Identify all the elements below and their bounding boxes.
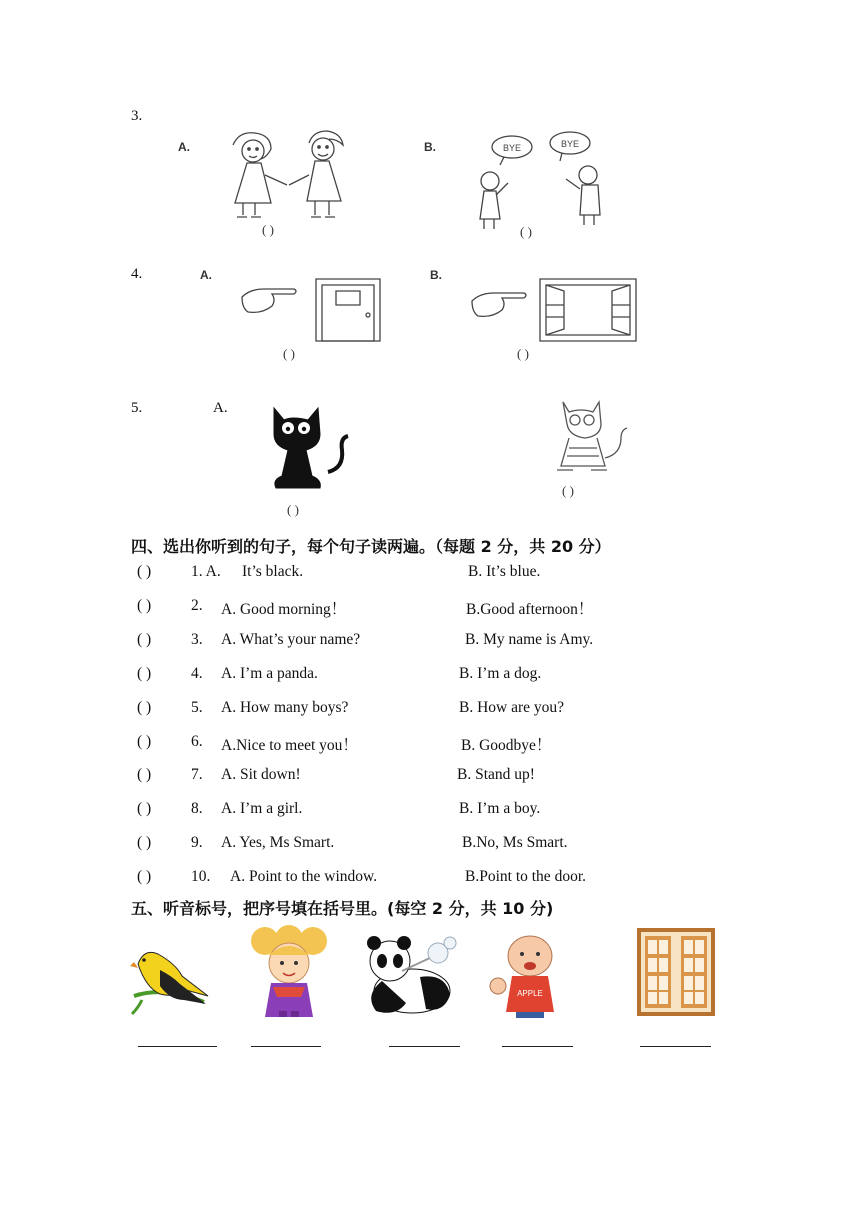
question-number: 10. [191, 868, 211, 885]
option-b-text: B. My name is Amy. [465, 631, 594, 648]
answer-paren[interactable]: ( ) [137, 665, 152, 682]
option-a-text: A. I’m a panda. [221, 665, 318, 682]
bird-icon [130, 940, 212, 1020]
answer-paren[interactable]: ( ) [137, 563, 152, 580]
point-to-window-icon [468, 275, 640, 345]
answer-paren[interactable]: ( ) [137, 834, 152, 851]
bye-text-1: BYE [502, 143, 522, 153]
black-cat-icon [266, 402, 350, 494]
option-b-text: B. Goodbye！ [461, 737, 552, 754]
option-a-text: A. Point to the window. [230, 868, 378, 885]
option-b-text: B.No, Ms Smart. [462, 834, 568, 851]
question-4-answer-b[interactable]: ( ) [517, 346, 529, 361]
option-a-text: A.Nice to meet you！ [221, 737, 358, 754]
answer-blank-2[interactable] [251, 1046, 321, 1047]
question-4-number: 4. [131, 266, 143, 282]
answer-paren[interactable]: ( ) [137, 699, 152, 716]
option-b-text: B.Good afternoon！ [466, 601, 594, 618]
option-a-text: A. I’m a girl. [221, 800, 303, 817]
question-number: 6. [191, 733, 203, 750]
question-3-option-b-label: B. [424, 140, 436, 154]
option-a-text: A. What’s your name? [221, 631, 361, 648]
section-4-heading: 四、选出你听到的句子，每个句子读两遍。（每题 2 分，共 20 分） [131, 537, 611, 556]
option-b-text: B. Stand up! [457, 766, 535, 783]
shirt-text: APPLE [517, 989, 543, 998]
question-4-option-a-label: A. [200, 268, 212, 282]
point-to-door-icon [240, 275, 390, 345]
answer-paren[interactable]: ( ) [137, 597, 152, 614]
question-5-option-a-label: A. [213, 400, 228, 416]
boy-icon [490, 932, 570, 1018]
answer-blank-4[interactable] [502, 1046, 573, 1047]
section-5-heading: 五、听音标号，把序号填在括号里。(每空 2 分，共 10 分) [131, 899, 554, 918]
answer-paren[interactable]: ( ) [137, 800, 152, 817]
handshake-girls-icon [215, 125, 365, 225]
option-b-text: B. I’m a boy. [459, 800, 541, 817]
option-b-text: B. How are you? [459, 699, 565, 716]
option-a-text: A. Sit down! [221, 766, 301, 783]
answer-blank-3[interactable] [389, 1046, 460, 1047]
bye-text-2: BYE [560, 139, 580, 149]
question-number: 7. [191, 766, 203, 783]
question-number: 1. A. [191, 563, 221, 580]
question-number: 4. [191, 665, 203, 682]
option-b-text: B. I’m a dog. [459, 665, 542, 682]
answer-paren[interactable]: ( ) [137, 766, 152, 783]
question-5-number: 5. [131, 400, 143, 416]
answer-blank-1[interactable] [138, 1046, 217, 1047]
panda-icon [362, 933, 460, 1017]
question-3-option-a-label: A. [178, 140, 190, 154]
option-b-text: B. It’s blue. [468, 563, 541, 580]
question-3-answer-a[interactable]: ( ) [262, 222, 274, 237]
option-a-text: A. How many boys? [221, 699, 349, 716]
option-a-text: A. Yes, Ms Smart. [221, 834, 335, 851]
answer-paren[interactable]: ( ) [137, 733, 152, 750]
kids-saying-bye-icon [470, 125, 620, 230]
answer-paren[interactable]: ( ) [137, 868, 152, 885]
option-b-text: B.Point to the door. [465, 868, 586, 885]
option-a-text: It’s black. [242, 563, 304, 580]
question-number: 2. [191, 597, 203, 614]
girl-icon [245, 925, 333, 1017]
answer-paren[interactable]: ( ) [137, 631, 152, 648]
question-number: 3. [191, 631, 203, 648]
question-5-answer-b[interactable]: ( ) [562, 483, 574, 498]
question-4-option-b-label: B. [430, 268, 442, 282]
window-icon [637, 928, 717, 1018]
question-4-answer-a[interactable]: ( ) [283, 346, 295, 361]
question-3-answer-b[interactable]: ( ) [520, 224, 532, 239]
answer-blank-5[interactable] [640, 1046, 711, 1047]
question-number: 8. [191, 800, 203, 817]
question-5-answer-a[interactable]: ( ) [287, 502, 299, 517]
question-3-number: 3. [131, 108, 143, 124]
question-number: 5. [191, 699, 203, 716]
option-a-text: A. Good morning！ [221, 601, 347, 618]
question-number: 9. [191, 834, 203, 851]
white-cat-icon [545, 398, 630, 478]
